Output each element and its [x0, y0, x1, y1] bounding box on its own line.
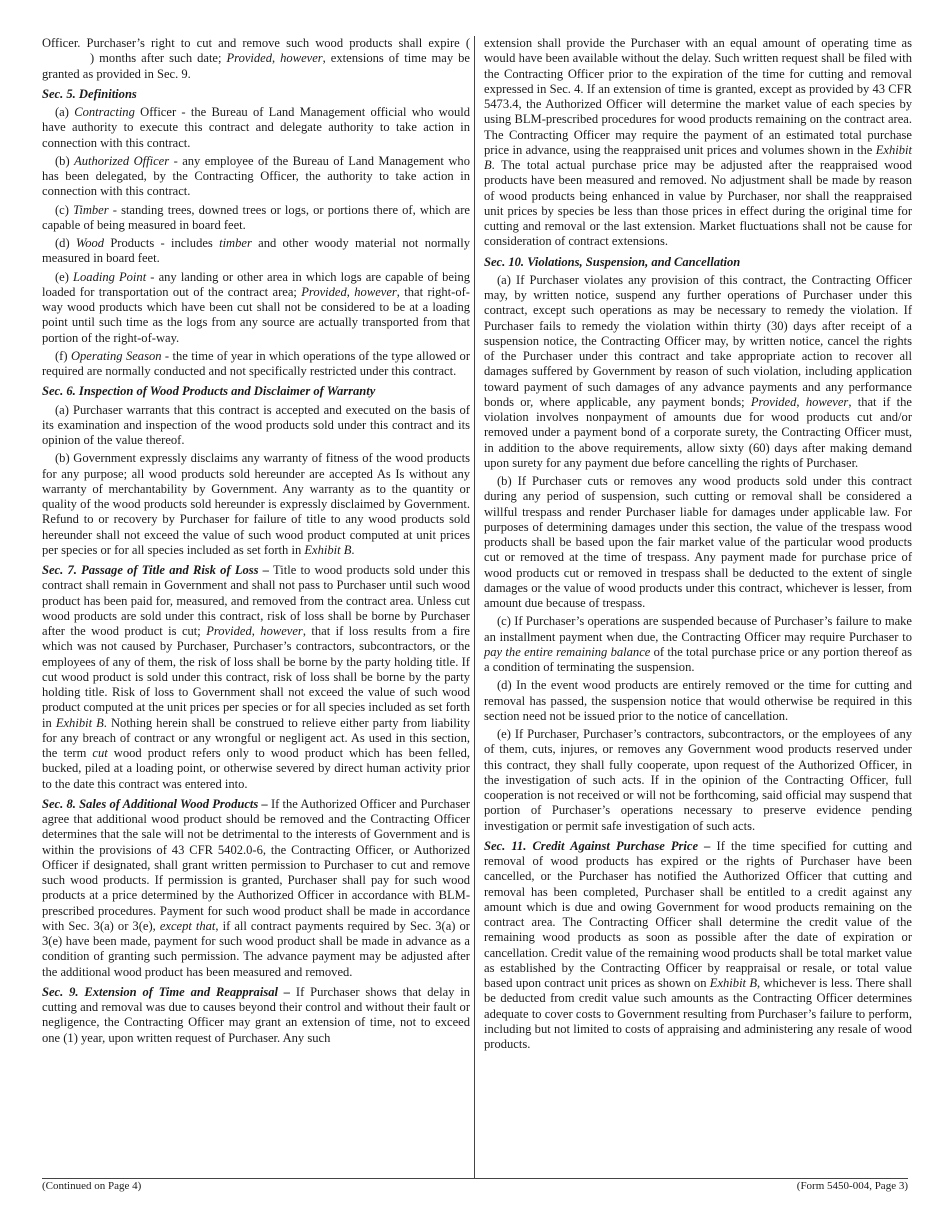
sec9-heading: Sec. 9. Extension of Time and Reappraisal – [42, 984, 291, 999]
sec6-a: (a) Purchaser warrants that this contract is accepted and executed on the basis of its examination and inspection of the wood products sold under this contract and its opinion of the value thereof. [42, 402, 470, 447]
sec11-paragraph: Sec. 11. Credit Against Purchase Price – If the time specified for cutting and removal of wood products has expired or the rights of Purchaser have been cancelled, or the Purchaser has notified the Authorized Officer that cutting and removal has been completed, Purchaser shall be entitled to a credit against any amount which is due and owing Government for wood products remaining on the contract area. The Contracting Officer shall determine the credit value of the remaining wood products as soon as possible after the date of expiration or cancellation. Credit value of the remaining wood products shall be total market value as established by the Contracting Officer by reappraisal or resale, or total value based upon contract unit prices as shown on Exhibit B, whichever is less. There shall be deducted from credit value such amounts as the Contracting Officer determines adequate to cover costs to Government resulting from Purchaser’s failure to perform, including but not limited to costs of appraising and administering any resale of wood products. [484, 838, 913, 1051]
sec9-continued: extension shall provide the Purchaser with an equal amount of operating time as would have been available without the delay. Such written request shall be filed with the Contracting Officer prior to the expiration of the time for cutting and removal expressed in Sec. 4. If an extension of time is granted, except as provided by 43 CFR 5473.4, the Authorized Officer will determine the market value of each species by using BLM-prescribed procedures for wood products remaining on the contract area. The Contracting Officer may require the payment of an estimated total purchase price in advance, using the reappraised unit prices and volumes shown in the Exhibit B. The total actual purchase price may be adjusted after the reappraised wood products have been measured and removed. No adjustment shall be made by reason of wood products being enhanced in value by Purchaser, nor shall the reappraised unit prices by species be less than those prices in effect during the original time for cutting and removal or the last extension. Market fluctuations shall not be cause for consideration of contract extensions. [484, 36, 912, 249]
column-divider [474, 36, 475, 1178]
continued-paragraph: Officer. Purchaser’s right to cut and remove such wood products shall expire () months after such date; Provided, however, extensions of time may be granted as provided in Sec. 9. [42, 36, 470, 81]
sec5-a: (a) Contracting Officer - the Bureau of Land Management official who would have authority to execute this contract and delegate authority to take action in connection with this contract. [42, 105, 470, 150]
sec9-paragraph: Sec. 9. Extension of Time and Reappraisal – If Purchaser shows that delay in cutting and removal was due to causes beyond their control and without their fault or negligence, the Contracting Officer may grant an extension of time, not to exceed one (1) year, upon written request of Purchaser. Any such [42, 984, 470, 1045]
sec10-e: (e) If Purchaser, Purchaser’s contractors, subcontractors, or the employees of any of them, cuts, injures, or removes any Government wood products reserved under this contract, they shall fully cooperate, upon request of the Authorized Officer, in the investigation of such acts. If in the opinion of the Contracting Officer, full cooperation is not received or will not be forthcoming, said official may suspend that portion of Purchaser’s operations necessary to preserve evidence pending investigation or permit safe investigation of such acts. [484, 727, 912, 833]
sec5-c: (c) Timber - standing trees, downed trees or logs, or portions there of, which are capable of being measured in board feet. [42, 202, 470, 232]
sec7-paragraph: Sec. 7. Passage of Title and Risk of Loss – Title to wood products sold under this contract shall remain in Government and shall not pass to Purchaser until such wood product has been paid for, measured, and removed from the contract area. Unless cut wood products are sold under this contract, risk of loss shall be borne by Purchaser after the wood product is cut; Provided, however, that if loss results from a fire which was not caused by Purchaser, Purchaser’s contractors, subcontractors, or the employees of any of them, the risk of loss shall be borne by the party holding title. If cut wood product is sold under this contract, risk of loss shall be borne by the party holding title. Risk of loss to Government shall not exceed the value of such wood product computed at the unit prices per species or for all species included as set forth in Exhibit B. Nothing herein shall be construed to relieve either party from liability for any breach of contract or any wrongful or negligent act. As used in this section, the term cut wood product refers only to wood product which has been felled, bucked, piled at a loading point, or otherwise severed by direct human activity prior to the date this contract was entered into. [42, 563, 470, 791]
footer-rule [42, 1178, 908, 1179]
sec5-b: (b) Authorized Officer - any employee of the Bureau of Land Management who has been delegated, by the Contracting Officer, the authority to take action in connection with this contract. [42, 153, 470, 199]
sec5-f: (f) Operating Season - the time of year in which operations of the type allowed or required are normally conducted and not specifically restricted under this contract. [42, 348, 470, 378]
sec10-d: (d) In the event wood products are entirely removed or the time for cutting and removal has passed, the suspension notice that would otherwise be required in this section need not be issued prior to the notice of cancellation. [484, 678, 912, 723]
sec10-a: (a) If Purchaser violates any provision of this contract, the Contracting Officer may, by written notice, suspend any further operations of Purchaser under this contract, except such operations as may be necessary to remedy the violation. If Purchaser fails to remedy the violation within thirty (30) days after receipt of a suspension notice, the Contracting Officer may, by written notice, cancel the rights of the Purchaser under this contract and take appropriate action to recover all damages suffered by Government by reason of such violation, including application toward payment of such damages of any advance payments and any performance bonds or, where applicable, any payment bonds; Provided, however, that if the violation involves nonpayment of amounts due for wood products cut and/or removed under a payment bond of a corporate surety, the Contracting Officer must, in addition to the above requirements, allow sixty (60) days after making demand upon surety for any payment due before cancelling the rights of Purchaser. [484, 272, 912, 470]
sec5-heading: Sec. 5. Definitions [42, 86, 137, 101]
sec6-heading: Sec. 6. Inspection of Wood Products and Disclaimer of Warranty [42, 384, 376, 399]
sec6-b: (b) Government expressly disclaims any warranty of fitness of the wood products for any purpose; all wood products sold hereunder are accepted As Is without any warranty of merchantability by Government. Any warranty as to the quantity or quality of the wood products sold hereunder is expressly disclaimed by Government. Refund to or recovery by Purchaser for failure of title to any wood products sold hereunder shall not exceed the value of such wood product computed at unit prices per species or for all species included as set forth in Exhibit B. [42, 451, 470, 557]
sec8-paragraph: Sec. 8. Sales of Additional Wood Products – If the Authorized Officer and Purchaser agree that additional wood product should be removed and the Contracting Officer determines that the sale will not be detrimental to the interests of Government and is within the provisions of 43 CFR 5402.0-6, the Contracting Officer, or Authorized Officer if designated, shall grant written permission to Purchaser to cut and remove such wood products. If permission is granted, Purchaser shall pay for such wood products at a price determined by the Authorized Officer in accordance with BLM-prescribed procedures. Payment for such wood product shall be made in accordance with Sec. 3(a) or 3(e), except that, if all contract payments required by Sec. 3(a) or 3(e) have been made, payment for such wood product shall be made in advance as a condition of granting such permission. The advance payment may be adjusted after the additional wood product has been measured and removed. [42, 796, 471, 979]
footer-form-page: (Form 5450-004, Page 3) [796, 1180, 908, 1192]
sec5-e: (e) Loading Point - any landing or other area in which logs are capable of being loaded for transportation out of the contract area; Provided, however, that right-of-way wood products which have been cut shall not be considered to be at a loading point until such time as the logs from any source are actually transported from that portion of the right-of-way. [42, 269, 471, 345]
right-column [484, 36, 912, 1055]
footer-continued: (Continued on Page 4) [42, 1180, 142, 1192]
sec5-d: (d) Wood Products - includes timber and other woody material not normally measured in board feet. [42, 236, 471, 266]
sec10-heading: Sec. 10. Violations, Suspension, and Cancellation [484, 254, 741, 269]
sec7-heading: Sec. 7. Passage of Title and Risk of Loss – [42, 563, 270, 577]
left-column [42, 36, 470, 1049]
sec8-heading: Sec. 8. Sales of Additional Wood Products – [42, 796, 268, 811]
sec10-b: (b) If Purchaser cuts or removes any wood products sold under this contract during any period of suspension, such cutting or removal shall be considered a willful trespass and render Purchaser liable for damages under applicable law. For purposes of determining damages under this section, the value of the trespass wood products shall be based upon the fair market value of the particular wood products cut or removed at the time of trespass. Any payment made for purchase price of wood products cut or removed in trespass shall be deducted to the extent of single damages or the value of wood products under this contract, whichever is lesser, from amount due because of trespass. [484, 474, 912, 610]
sec11-heading: Sec. 11. Credit Against Purchase Price – [484, 838, 711, 853]
sec10-c: (c) If Purchaser’s operations are suspended because of Purchaser’s failure to make an installment payment when due, the Contracting Officer may require Purchaser to pay the entire remaining balance of the total purchase price or any portion thereof as a condition of terminating the suspension. [484, 614, 912, 674]
